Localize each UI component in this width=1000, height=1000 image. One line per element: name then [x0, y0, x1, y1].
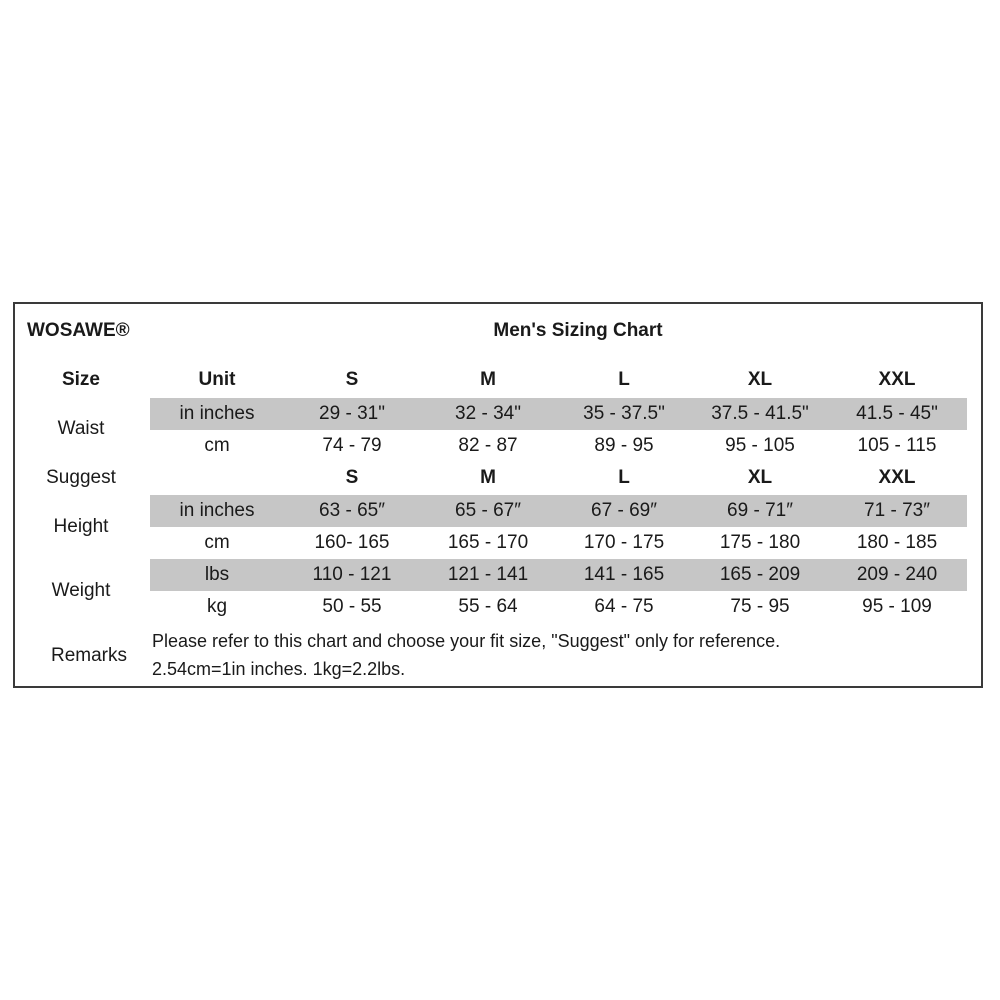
- table-row: [0, 591, 1000, 623]
- value-cell: 50 - 55: [322, 596, 382, 617]
- waist-label: Waist: [57, 418, 105, 439]
- value-cell: 180 - 185: [856, 532, 938, 553]
- suggest-size-s: S: [345, 467, 359, 488]
- value-cell: 95 - 105: [725, 435, 795, 456]
- size-header-m: M: [480, 369, 496, 390]
- height-label: Height: [53, 516, 109, 537]
- suggest-size-m: M: [480, 467, 496, 488]
- suggest-size-l: L: [618, 467, 630, 488]
- value-cell: 89 - 95: [594, 435, 654, 456]
- value-cell: 165 - 209: [719, 564, 801, 585]
- unit-cell: in inches: [179, 403, 255, 424]
- value-cell: 110 - 121: [312, 564, 392, 585]
- weight-label: Weight: [51, 580, 111, 601]
- suggest-size-xl: XL: [747, 467, 773, 488]
- value-cell: 209 - 240: [856, 564, 938, 585]
- size-header-xl: XL: [747, 369, 773, 390]
- value-cell: 55 - 64: [458, 596, 518, 617]
- value-cell: 35 - 37.5": [583, 403, 665, 424]
- value-cell: 175 - 180: [719, 532, 801, 553]
- value-cell: 74 - 79: [322, 435, 382, 456]
- table-row: [0, 430, 1000, 462]
- value-cell: 160- 165: [314, 532, 390, 553]
- value-cell: 65 - 67″: [455, 500, 521, 521]
- unit-cell: in inches: [179, 500, 255, 521]
- unit-cell: cm: [204, 435, 230, 456]
- value-cell: 32 - 34": [455, 403, 521, 424]
- size-header-s: S: [345, 369, 359, 390]
- value-cell: 165 - 170: [447, 532, 529, 553]
- size-header: Size: [61, 369, 101, 390]
- table-row: [0, 559, 1000, 591]
- value-cell: 63 - 65″: [319, 500, 385, 521]
- size-header-xxl: XXL: [878, 369, 916, 390]
- remarks-line-1: Please refer to this chart and choose your fit size, "Suggest" only for reference.: [152, 631, 781, 651]
- value-cell: 75 - 95: [730, 596, 790, 617]
- unit-cell: cm: [204, 532, 230, 553]
- table-row: [0, 495, 1000, 527]
- value-cell: 41.5 - 45": [856, 403, 938, 424]
- value-cell: 29 - 31": [319, 403, 385, 424]
- size-header-l: L: [618, 369, 630, 390]
- chart-title: Men's Sizing Chart: [493, 320, 663, 341]
- value-cell: 141 - 165: [583, 564, 665, 585]
- brand-name: WOSAWE®: [27, 320, 130, 341]
- table-row: [0, 398, 1000, 430]
- value-cell: 67 - 69″: [591, 500, 657, 521]
- suggest-label: Suggest: [46, 467, 116, 488]
- value-cell: 95 - 109: [862, 596, 932, 617]
- unit-cell: lbs: [204, 564, 230, 585]
- table-row: [0, 527, 1000, 559]
- unit-cell: kg: [206, 596, 228, 617]
- value-cell: 82 - 87: [458, 435, 518, 456]
- value-cell: 69 - 71″: [727, 500, 793, 521]
- remarks-line-2: 2.54cm=1in inches. 1kg=2.2lbs.: [152, 659, 406, 679]
- remarks-label: Remarks: [50, 645, 128, 666]
- value-cell: 64 - 75: [594, 596, 654, 617]
- value-cell: 105 - 115: [857, 435, 937, 456]
- value-cell: 121 - 141: [447, 564, 529, 585]
- value-cell: 71 - 73″: [864, 500, 930, 521]
- suggest-size-xxl: XXL: [878, 467, 916, 488]
- value-cell: 37.5 - 41.5": [711, 403, 809, 424]
- value-cell: 170 - 175: [583, 532, 665, 553]
- unit-header: Unit: [198, 369, 236, 390]
